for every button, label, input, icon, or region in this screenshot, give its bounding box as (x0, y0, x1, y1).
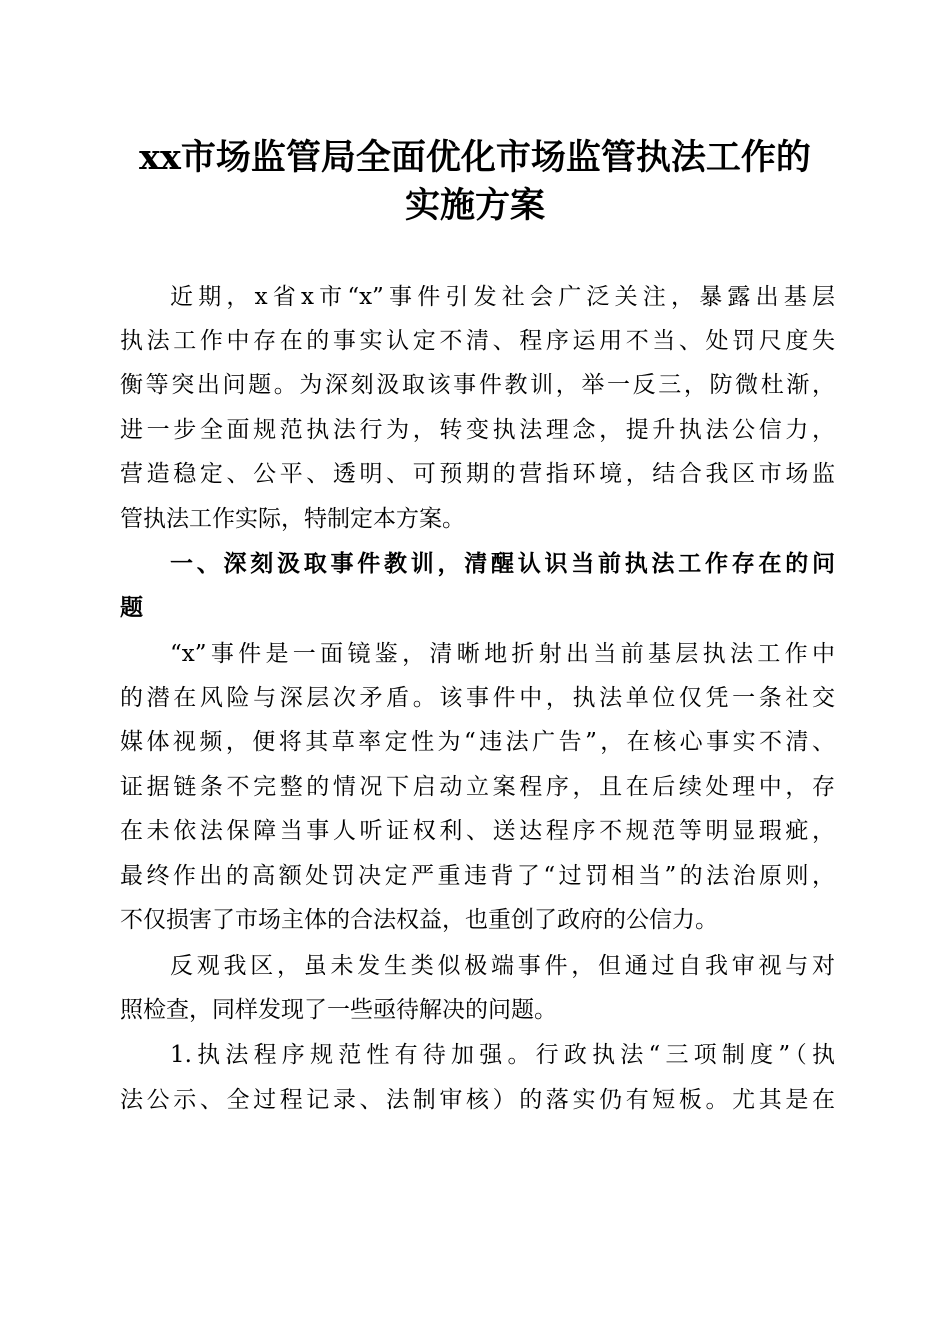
paragraph-1-line: 营造稳定、公平、透明、可预期的营指环境，结合我区市场监 (120, 461, 835, 487)
paragraph-3-line: 照检查，同样发现了一些亟待解决的问题。 (120, 997, 557, 1023)
paragraph-1-line: 近期，x省x市“x”事件引发社会广泛关注，暴露出基层 (170, 284, 835, 310)
paragraph-2-line: 最终作出的高额处罚决定严重违背了“过罚相当”的法治原则， (120, 863, 835, 889)
paragraph-1-line: 管执法工作实际，特制定本方案。 (120, 506, 465, 532)
paragraph-2-line: 在未依法保障当事人听证权利、送达程序不规范等明显瑕疵， (120, 818, 835, 844)
paragraph-1-line: 执法工作中存在的事实认定不清、程序运用不当、处罚尺度失 (120, 328, 835, 354)
paragraph-2-line: 媒体视频，便将其草率定性为“违法广告”，在核心事实不清、 (120, 729, 835, 755)
paragraph-2-line: 的潜在风险与深层次矛盾。该事件中，执法单位仅凭一条社交 (120, 685, 835, 711)
paragraph-1-line: 衡等突出问题。为深刻汲取该事件教训，举一反三，防微杜渐， (120, 372, 835, 398)
document-title-line-2: 实施方案 (404, 185, 545, 226)
section-1-heading-line: 一、深刻汲取事件教训，清醒认识当前执法工作存在的问 (170, 551, 835, 577)
paragraph-4-line: 1.执法程序规范性有待加强。行政执法“三项制度”（执 (170, 1042, 835, 1068)
paragraph-1-line: 进一步全面规范执法行为，转变执法理念，提升执法公信力， (120, 417, 835, 443)
section-1-heading-line: 题 (120, 595, 143, 621)
paragraph-2-line: 证据链条不完整的情况下启动立案程序，且在后续处理中，存 (120, 774, 835, 800)
document-title-line-1: xx市场监管局全面优化市场监管执法工作的 (139, 137, 811, 178)
paragraph-2-line: “x”事件是一面镜鉴，清晰地折射出当前基层执法工作中 (170, 641, 835, 667)
paragraph-4-line: 法公示、全过程记录、法制审核）的落实仍有短板。尤其是在 (120, 1087, 835, 1113)
paragraph-3-line: 反观我区，虽未发生类似极端事件，但通过自我审视与对 (170, 953, 835, 979)
paragraph-2-line: 不仅损害了市场主体的合法权益，也重创了政府的公信力。 (120, 907, 718, 933)
